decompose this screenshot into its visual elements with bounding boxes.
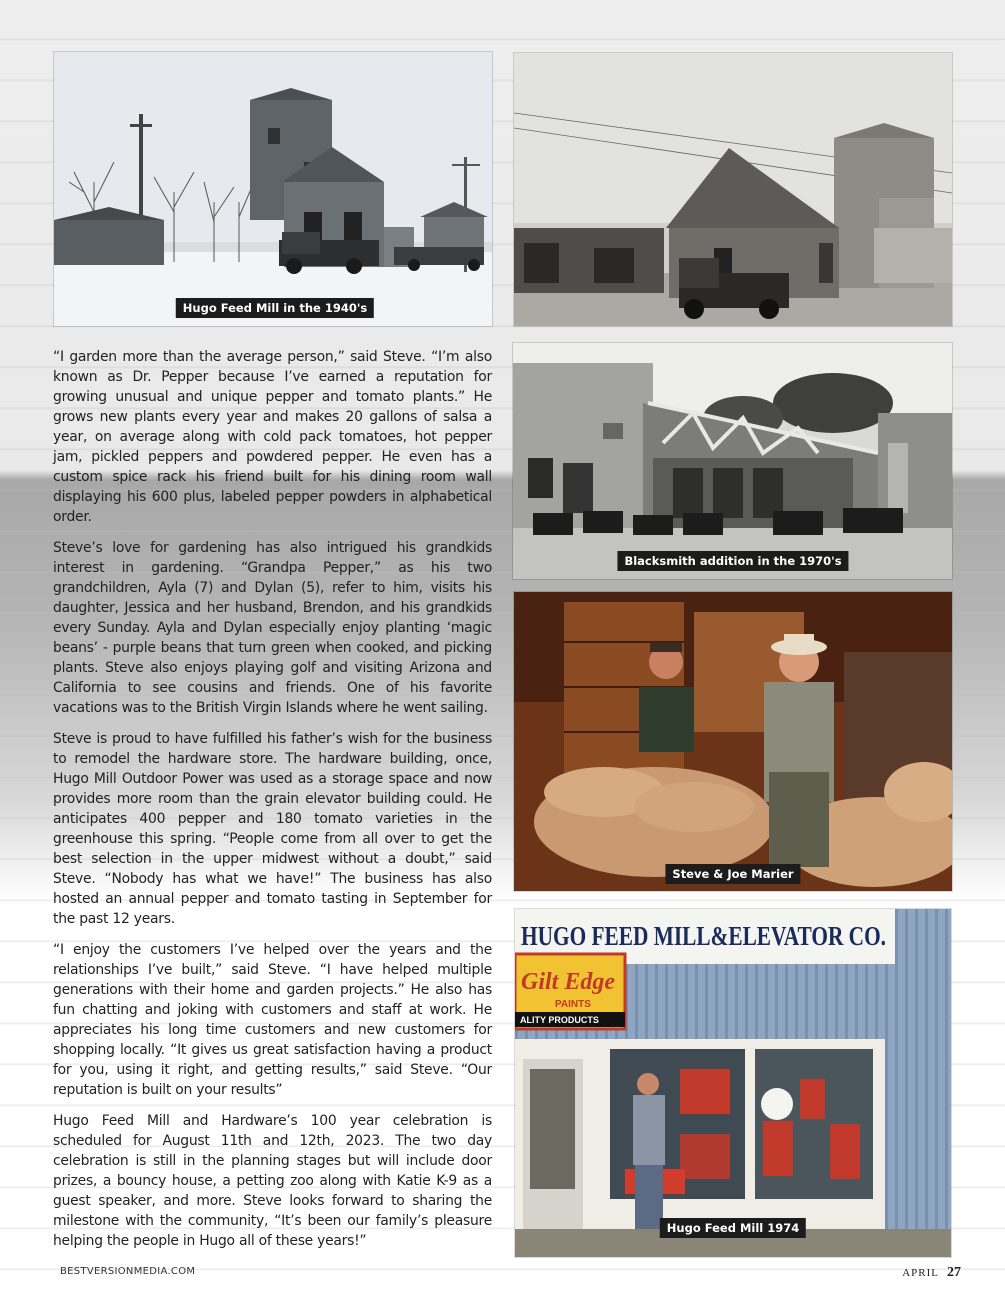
caption-steve-and-joe-marier: Steve & Joe Marier [665,864,800,884]
photo-mill-with-truck [514,53,952,326]
article-body [53,347,492,1262]
article-paragraph-5: Hugo Feed Mill and Hardware’s 100 year celebration is scheduled for August 11th and 12th, 2023. The two day celebration is still in the planning stages but will include door prizes, a bouncy house, a petting zoo along with Katie K-9 as a guest speaker, and more. Steve looks forward to sharing the milestone with the community, “It’s been our family’s pleasure helping the people in Hugo all of these years!” [53,1113,492,1249]
article-paragraph-3: Steve is proud to have fulfilled his father’s wish for the business to remodel the hardware store. The hardware building, once, Hugo Mill Outdoor Power was used as a storage space and now provides more room than the grain elevator building could. He anticipates 400 pepper and 180 tomato varieties in the greenhouse this spring. “People come from all over to get the best selection in the upper midwest without a doubt,” said Steve. “Nobody has what we have!” The business has also hosted an annual pepper and tomato tasting in September for the past 12 years. [53,731,492,927]
photo-steve-and-joe-marier [514,592,952,891]
page-number: 27 [947,1265,961,1280]
article-paragraph-2: Steve’s love for gardening has also intrigued his grandkids interest in gardening. “Grandpa Pepper,” as his two grandchildren, Ayla (7) and Dylan (5), refer to him, visits his daughter, Jessica and her husband, Brendon, and his grandkids every Sunday. Ayla and Dylan especially enjoy planting ‘magic beans’ - purple beans that turn green when cooked, and picking plants. Steve also enjoys playing golf and visiting Arizona and California to see cousins and friends. One of his favorite vacations was to the British Virgin Islands where he went sailing. [53,540,492,716]
footer-page-info [902,1263,961,1281]
caption-feed-mill-1940s: Hugo Feed Mill in the 1940's [176,298,374,318]
paints-sign-text: PAINTS [555,999,591,1010]
article-paragraph-1: “I garden more than the average person,” said Steve. “I’m also known as Dr. Pepper because I’ve earned a reputation for growing unusual and unique pepper and tomato plants.” He grows new plants every year and makes 20 gallons of salsa a year, on average along with cold pack tomatoes, hot pepper jam, pickled peppers and powdered pepper. He even has a custom spice rack his friend built for his dining room wall displaying his 600 plus, labeled pepper powders in alphabetical order. [53,349,492,525]
article-paragraph-4: “I enjoy the customers I’ve helped over the years and the relationships I’ve built,” said Steve. “I have helped multiple generations with their home and garden projects.” He also has fun chatting and joking with customers and staff at work. He appreciates his long time customers and new customers for shopping locally. “It gives us great satisfaction having a product for you, using it right, and getting results,” said Steve. “Our reputation is built on your results” [53,942,492,1098]
photo-blacksmith-addition [513,343,952,579]
quality-products-sign-text: ALITY PRODUCTS [520,1015,599,1025]
photo-feed-mill-1940s [54,52,492,326]
footer-month: APRIL [902,1267,939,1279]
gilt-edge-paint-sign: Gilt Edge [521,969,615,995]
caption-blacksmith-addition: Blacksmith addition in the 1970's [617,551,848,571]
caption-feed-mill-1974: Hugo Feed Mill 1974 [660,1218,806,1238]
photo-feed-mill-1974 [515,909,951,1257]
footer-website: BESTVERSIONMEDIA.COM [60,1266,196,1277]
feed-mill-sign-text: HUGO FEED MILL&ELEVATOR CO. [521,921,886,951]
